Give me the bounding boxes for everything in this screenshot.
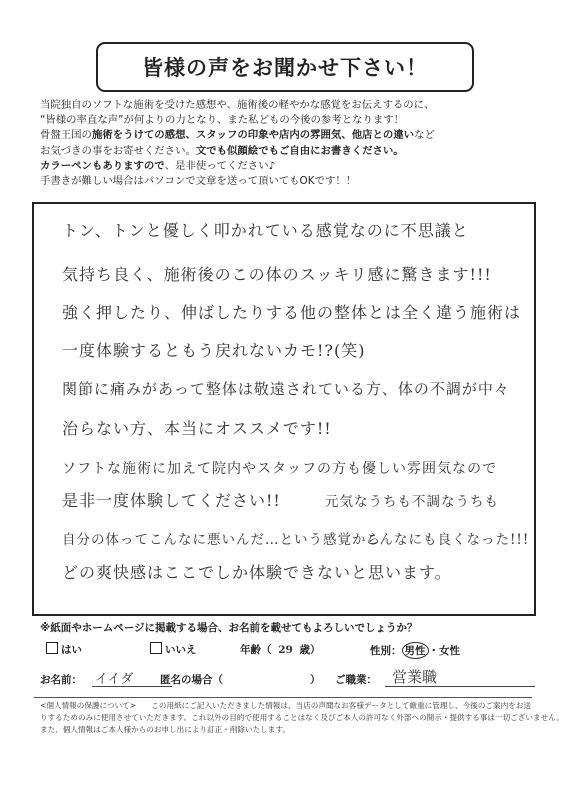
comment-line: 治らない方、本当にオススメです!!	[62, 419, 332, 438]
job-value[interactable]: 営業職	[392, 668, 438, 686]
job-underline	[385, 686, 535, 687]
intro-line: 当院独自のソフトな施術を受けた感想や、施術後の軽やかな感覚をお伝えするのに、	[40, 99, 435, 111]
anon-label: 匿名の場合（	[160, 674, 223, 686]
comment-line: 是非一度体験してください!!	[62, 491, 281, 510]
intro-text	[40, 98, 540, 189]
intro-line: 骨盤王国の施術をうけての感想、スタッフの印象や店内の雰囲気、他店との違いなど	[40, 129, 435, 142]
privacy-notice: <個人情報の保護について> この用紙にご記入いただきました情報は、当店の声聞なお客様データとして厳重に管理し、今後のご案内をお送 りするためのみに使用させていただきます。これ以外の目的で使用することはなく及びご本人の許可なく外部への開示・提供する事は一切ございません。 また、個人情報はご本人様からのお申し出により訂正・削除いたします。	[40, 701, 564, 734]
intro-line: カラーペンもありますので、是非使ってください♪	[40, 159, 276, 172]
job-label: ご職業：	[335, 674, 377, 686]
comment-line: こんなにも良くなった!!!	[365, 532, 530, 548]
gender-field[interactable]: 性別： 男性 ・女性	[370, 642, 460, 659]
checkbox-no[interactable]	[150, 642, 162, 654]
consent-yes[interactable]: はい	[46, 642, 82, 657]
intro-line: “皆様の率直な声”が何よりの力となり、また私どもの今後の参考となります！	[40, 114, 405, 127]
comment-line: 一度体験するともう戻れないカモ!?(笑)	[62, 341, 366, 360]
divider	[34, 697, 532, 698]
checkbox-yes[interactable]	[46, 642, 58, 654]
name-label: お名前：	[40, 674, 82, 686]
comment-line: 元気なうちも不調なうちも	[325, 494, 499, 510]
consent-question: ※紙面やホームページに掲載する場合、お名前を載せてもよろしいでしょうか？	[40, 622, 418, 634]
gender-female[interactable]: 女性	[439, 645, 460, 657]
anon-close: ）	[310, 674, 321, 686]
comment-line: ソフトな施術に加えて院内やスタッフの方も優しい雰囲気なので	[62, 461, 497, 477]
page-title: 皆様の声をお聞かせ下さい！	[96, 42, 474, 92]
comment-line: トン、トンと優しく叩かれている感覚なのに不思議と	[62, 221, 469, 240]
comment-line: 気持ち良く、施術後のこの体のスッキリ感に驚きます!!!	[62, 265, 492, 284]
age-field[interactable]: 年齢（ 29 歳）	[240, 644, 321, 656]
consent-no[interactable]: いいえ	[150, 642, 197, 657]
comment-line: 自分の体ってこんなに悪いんだ…という感覚から	[62, 532, 381, 548]
comment-line: 関節に痛みがあって整体は敬遠されている方、体の不調が中々	[62, 380, 510, 398]
comment-line: どの爽快感はここでしか体験できないと思います。	[62, 563, 452, 582]
intro-line: 手書きが難しい場合はパソコンで文章を送って頂いてもOKです！！	[40, 175, 357, 188]
comment-line: 強く押したり、伸ばしたりする他の整体とは全く違う施術は	[62, 303, 522, 322]
intro-line: お気づきの事をお寄せください。文でも似顔絵でもご自由にお書きください。	[40, 144, 404, 157]
gender-male-selected[interactable]: 男性	[402, 642, 429, 659]
name-value[interactable]: イイダ	[95, 672, 134, 687]
